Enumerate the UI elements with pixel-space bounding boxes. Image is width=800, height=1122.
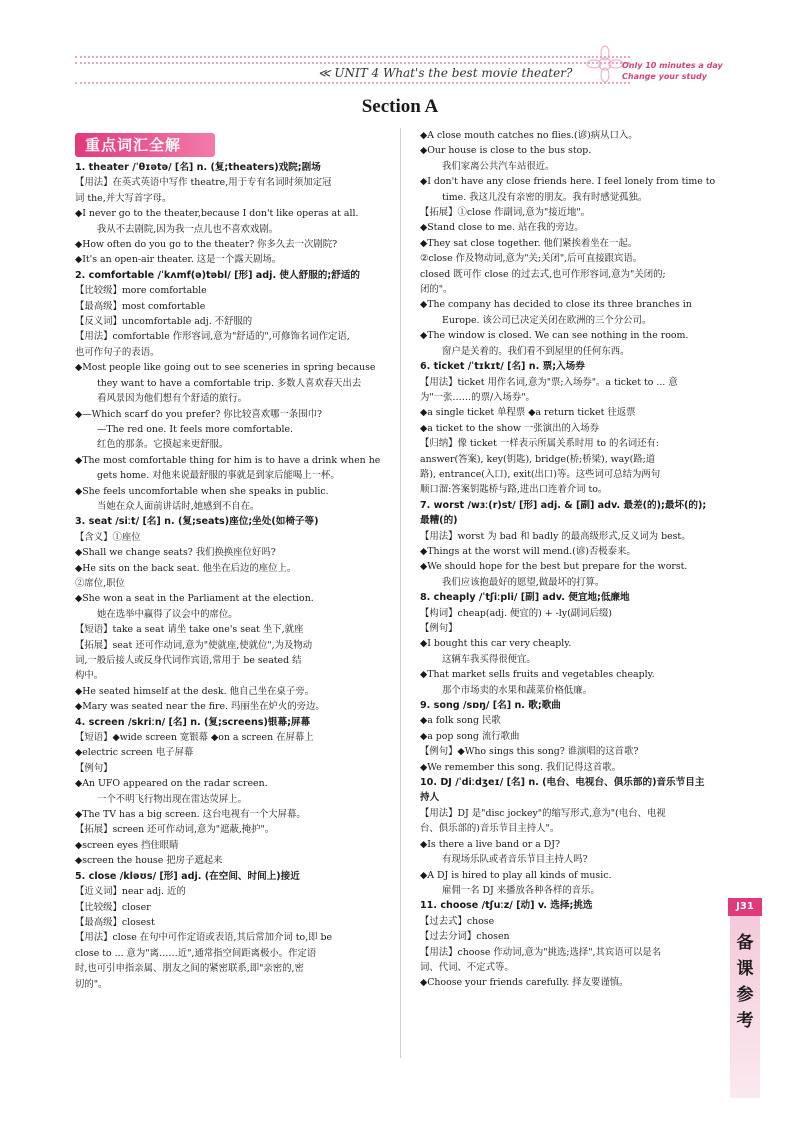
text-line: 【用法】choose 作动词,意为"挑选;选择",其宾语可以是名 <box>420 946 662 958</box>
text-line: 【过去分词】chosen <box>420 931 510 943</box>
text-line: ◆She won a seat in the Parliament at the election. <box>75 593 314 605</box>
text-line: 【最高级】closest <box>75 916 155 928</box>
text-line: 【拓展】screen 还可作动词,意为"遮蔽,掩护"。 <box>75 824 275 836</box>
slogan-line2: Change your study <box>622 72 707 81</box>
text-line: 【最高级】most comfortable <box>75 300 206 312</box>
text-line: ◆a ticket to the show 一张演出的入场券 <box>420 422 599 434</box>
text-line: 【用法】ticket 用作名词,意为"票;入场券"。a ticket to ... 意 <box>420 376 678 388</box>
entry-heading: 7. worst /wɜː(r)st/ [形] adj. & [副] adv. 最差(的);最坏(的); <box>420 499 707 511</box>
text-line: ◆Things at the worst will mend.(谚)否极泰来。 <box>420 545 636 557</box>
text-line: 【含义】①座位 <box>75 531 141 543</box>
text-line: 那个市场卖的水果和蔬菜价格低廉。 <box>442 684 593 696</box>
text-line: 【构词】cheap(adj. 便宜的) + -ly(副词后缀) <box>420 607 612 619</box>
text-line: 【用法】worst 为 bad 和 badly 的最高级形式,反义词为 best。 <box>420 530 691 542</box>
text-line: 我从不去剧院,因为我一点儿也不喜欢戏剧。 <box>97 223 279 235</box>
text-line: 【用法】DJ 是"disc jockey"的缩写形式,意为"(电台、电视 <box>420 807 666 819</box>
header-dots-bottom <box>75 82 630 84</box>
entry-heading: 3. seat /siːt/ [名] n. (复;seats)座位;坐处(如椅子等) <box>75 516 319 528</box>
text-line: 【拓展】seat 还可作动词,意为"使就座,使就位",为及物动 <box>75 639 313 651</box>
unit-title: ≪ UNIT 4 What's the best movie theater? <box>318 66 573 80</box>
text-line: ◆Choose your friends carefully. 择友要谨慎。 <box>420 977 629 989</box>
text-line: answer(答案), key(钥匙), bridge(桥;桥梁), way(路;道 <box>420 453 656 465</box>
text-line: ◆It's an open-air theater. 这是一个露天剧场。 <box>75 254 282 266</box>
text-line: 【过去式】chose <box>420 915 495 927</box>
text-line: 红色的那条。它摸起来更舒服。 <box>97 439 229 451</box>
text-line: 【用法】close 在句中可作定语或表语,其后常加介词 to,即 be <box>75 932 332 944</box>
text-line: 闭的"。 <box>420 284 453 296</box>
entry-heading: 10. DJ /ˈdiːdʒeɪ/ [名] n. (电台、电视台、俱乐部的)音乐节目主 <box>420 777 705 789</box>
text-line: 看风景因为他们想有个舒适的旅行。 <box>97 393 248 405</box>
text-line: ◆—Which scarf do you prefer? 你比较喜欢哪一条围巾? <box>75 408 323 420</box>
sidebar-label: 备课参考 <box>736 933 754 1031</box>
text-line: ◆He sits on the back seat. 他坐在后边的座位上。 <box>75 562 297 574</box>
text-line: 台、俱乐部的)音乐节目主持人"。 <box>420 823 560 835</box>
text-line: ◆The TV has a big screen. 这台电视有一个大屏幕。 <box>75 809 306 821</box>
text-line: Europe. 该公司已决定关闭在欧洲的三个分公司。 <box>442 314 652 326</box>
text-line: 构中。 <box>75 670 104 682</box>
text-line: 窗户是关着的。我们看不到屋里的任何东西。 <box>442 345 630 357</box>
text-line: 词,一般后接人或反身代词作宾语,常用于 be seated 结 <box>75 655 302 666</box>
entry-heading: 持人 <box>420 792 440 804</box>
text-line: ◆Our house is close to the bus stop. <box>420 145 592 157</box>
text-line: ◆A close mouth catches no flies.(谚)病从口入。 <box>420 130 638 141</box>
text-line: 【例句】 <box>75 762 113 774</box>
text-line: ◆a folk song 民歌 <box>420 715 501 727</box>
text-line: —The red one. It feels more comfortable. <box>97 423 294 435</box>
entry-heading: 2. comfortable /ˈkʌmf(ə)təbl/ [形] adj. 使人舒服的;舒适的 <box>75 269 361 281</box>
text-line: ◆She feels uncomfortable when she speaks in public. <box>75 485 329 497</box>
text-line: 为"一张……的票/入场券"。 <box>420 391 535 403</box>
text-line: ◆I don't have any close friends here. I feel lonely from time to <box>420 176 716 188</box>
slogan <box>622 60 723 82</box>
text-line: 当她在众人面前讲话时,她感到不自在。 <box>97 500 260 512</box>
text-line: time. 我这儿没有亲密的朋友。我有时感觉孤独。 <box>442 191 648 203</box>
text-line: gets home. 对他来说最舒服的事就是到家后能喝上一杯。 <box>97 470 340 482</box>
left-column <box>75 160 387 992</box>
text-line: ◆Stand close to me. 站在我的旁边。 <box>420 222 584 234</box>
text-line: ◆He seated himself at the desk. 他自己坐在桌子旁。 <box>75 685 314 697</box>
text-line: 有现场乐队或者音乐节目主持人吗? <box>442 854 588 866</box>
text-line: ◆That market sells fruits and vegetables cheaply. <box>420 669 655 681</box>
text-line: 她在选举中赢得了议会中的席位。 <box>97 608 238 620</box>
text-line: ◆We should hope for the best but prepare for the worst. <box>420 561 688 573</box>
text-line: ◆a single ticket 单程票 ◆a return ticket 往返票 <box>420 407 636 419</box>
entry-heading: 6. ticket /ˈtɪkɪt/ [名] n. 票;入场券 <box>420 361 585 373</box>
text-line: 词 the,并大写首字母。 <box>75 192 172 204</box>
text-line: ◆Is there a live band or a DJ? <box>420 838 561 850</box>
entry-heading: 最糟(的) <box>420 515 458 527</box>
text-line: ◆Shall we change seats? 我们换换座位好吗? <box>75 547 276 559</box>
slogan-line1: Only 10 minutes a day <box>622 61 723 70</box>
entry-heading: 11. choose /tʃuːz/ [动] v. 选择;挑选 <box>420 900 593 912</box>
text-line: 【反义词】uncomfortable adj. 不舒服的 <box>75 316 253 328</box>
text-line: 顺口溜:答案钥匙桥与路,进出口连着介词 to。 <box>420 484 608 496</box>
text-line: 词、代词、不定式等。 <box>420 961 514 973</box>
text-line: ◆I bought this car very cheaply. <box>420 638 572 650</box>
text-line: 【用法】comfortable 作形容词,意为"舒适的",可修饰名词作定语, <box>75 331 350 343</box>
text-line: 【短语】◆wide screen 宽银幕 ◆on a screen 在屏幕上 <box>75 732 314 744</box>
header-dots-top <box>75 56 630 58</box>
text-line: 路), entrance(入口), exit(出口)等。这些词可总结为两句 <box>420 468 661 480</box>
text-line: ◆I never go to the theater,because I don't like operas at all. <box>75 208 359 220</box>
text-line: 这辆车我买得很便宜。 <box>442 653 536 665</box>
text-line: 切的"。 <box>75 978 108 990</box>
text-line: 我们家离公共汽车站很近。 <box>442 160 555 172</box>
text-line: close to ... 意为"离……近",通常指空间距离极小。作定语 <box>75 947 317 959</box>
entry-heading: 9. song /sɒŋ/ [名] n. 歌;歌曲 <box>420 700 561 712</box>
text-line: ◆a pop song 流行歌曲 <box>420 730 520 742</box>
text-line: 雇佣一名 DJ 来播放各种各样的音乐。 <box>442 884 600 896</box>
text-line: ◆A DJ is hired to play all kinds of music. <box>420 869 612 881</box>
text-line: 时,也可引申指亲属、朋友之间的紧密联系,即"亲密的,密 <box>75 963 304 975</box>
text-line: 【例句】 <box>420 623 458 634</box>
text-line: ◆An UFO appeared on the radar screen. <box>75 778 268 790</box>
text-line: ◆How often do you go to the theater? 你多久去一次剧院? <box>75 239 338 251</box>
text-line: ◆The most comfortable thing for him is to have a drink when he <box>75 454 381 466</box>
entry-heading: 1. theater /ˈθɪətə/ [名] n. (复;theaters)戏院;剧场 <box>75 162 321 173</box>
text-line: 【归纳】像 ticket 一样表示所属关系时用 to 的名词还有: <box>420 438 660 450</box>
header-dots-2 <box>75 62 630 64</box>
text-line: 【用法】在英式英语中写作 theatre,用于专有名词时须加定冠 <box>75 177 332 189</box>
text-line: ◆screen the house 把房子遮起来 <box>75 855 223 867</box>
column-divider <box>400 128 401 1058</box>
text-line: ◆Most people like going out to see sceneries in spring because <box>75 362 376 374</box>
text-line: ◆The company has decided to close its three branches in <box>420 299 692 311</box>
entry-heading: 5. close /kləʊs/ [形] adj. (在空间、时间上)接近 <box>75 870 300 882</box>
text-line: ◆screen eyes 挡住眼睛 <box>75 839 179 851</box>
text-line: 【拓展】①close 作副词,意为"接近地"。 <box>420 207 591 219</box>
entry-heading: 4. screen /skriːn/ [名] n. (复;screens)银幕;屏幕 <box>75 716 311 728</box>
text-line: ②席位,职位 <box>75 577 125 589</box>
right-column <box>420 128 725 991</box>
text-line: 也可作句子的表语。 <box>75 346 160 358</box>
entry-heading: 8. cheaply /ˈtʃiːpli/ [副] adv. 便宜地;低廉地 <box>420 592 630 604</box>
text-line: 【比较级】closer <box>75 901 151 913</box>
text-line: 【比较级】more comfortable <box>75 285 207 297</box>
text-line: 【例句】◆Who sings this song? 谁演唱的这首歌? <box>420 746 639 758</box>
text-line: ②close 作及物动词,意为"关;关闭",后可直接跟宾语。 <box>420 253 643 265</box>
text-line: ◆They sat close together. 他们紧挨着坐在一起。 <box>420 237 638 249</box>
text-line: ◆The window is closed. We can see nothing in the room. <box>420 330 689 342</box>
text-line: ◆electric screen 电子屏幕 <box>75 747 194 759</box>
text-line: 我们应该抱最好的愿望,做最坏的打算。 <box>442 576 605 588</box>
text-line: 【短语】take a seat 请坐 take one's seat 坐下,就座 <box>75 624 304 636</box>
text-line: they want to have a comfortable trip. 多数人喜欢春天出去 <box>97 377 362 389</box>
section-title: Section A <box>361 96 439 117</box>
text-line: 一个不明飞行物出现在雷达荧屏上。 <box>97 793 248 805</box>
page-number: J31 <box>728 898 762 916</box>
text-line: 【近义词】near adj. 近的 <box>75 886 186 898</box>
text-line: ◆Mary was seated near the fire. 玛丽坐在炉火的旁边。 <box>75 701 325 713</box>
text-line: closed 既可作 close 的过去式,也可作形容词,意为"关闭的; <box>420 268 666 280</box>
key-vocab-banner: 重点词汇全解 <box>75 133 215 157</box>
text-line: ◆We remember this song. 我们记得这首歌。 <box>420 761 622 773</box>
